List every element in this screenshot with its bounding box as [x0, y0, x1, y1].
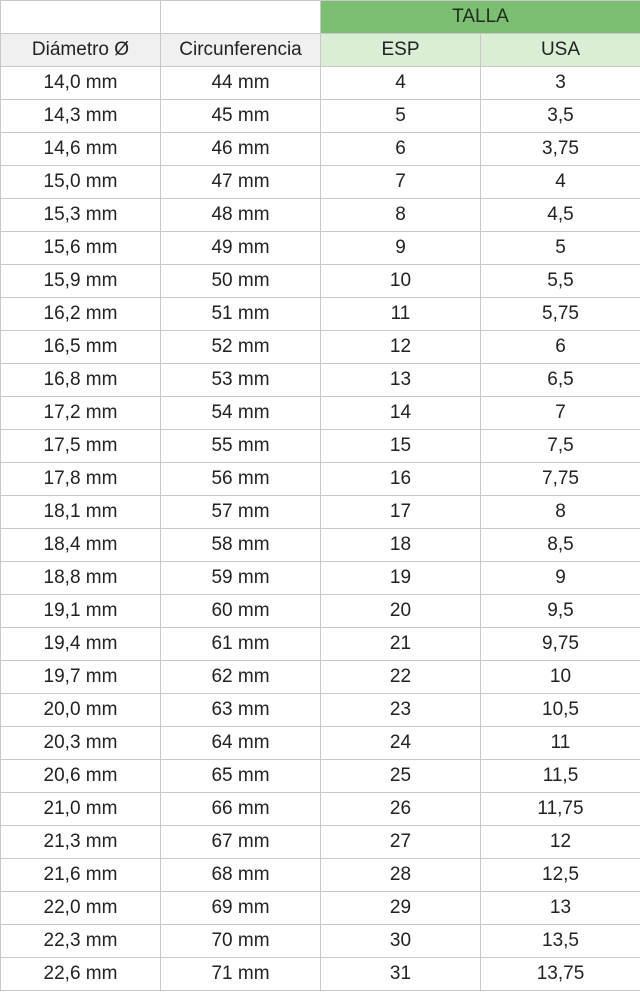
- cell-circumference: 69 mm: [161, 892, 321, 925]
- cell-size-esp: 27: [321, 826, 481, 859]
- cell-diameter: 14,6 mm: [1, 133, 161, 166]
- cell-size-esp: 15: [321, 430, 481, 463]
- cell-circumference: 44 mm: [161, 67, 321, 100]
- cell-size-usa: 5: [481, 232, 640, 265]
- table-row: [1, 364, 640, 397]
- cell-circumference: 56 mm: [161, 463, 321, 496]
- cell-diameter: 14,0 mm: [1, 67, 161, 100]
- cell-size-esp: 19: [321, 562, 481, 595]
- cell-size-esp: 28: [321, 859, 481, 892]
- cell-size-usa: 12,5: [481, 859, 640, 892]
- group-header-row: [1, 1, 640, 34]
- cell-circumference: 67 mm: [161, 826, 321, 859]
- empty-header-cell: [1, 1, 161, 34]
- cell-size-esp: 30: [321, 925, 481, 958]
- cell-size-esp: 18: [321, 529, 481, 562]
- column-header-usa: USA: [481, 34, 640, 67]
- cell-circumference: 71 mm: [161, 958, 321, 991]
- cell-size-esp: 4: [321, 67, 481, 100]
- cell-size-usa: 4,5: [481, 199, 640, 232]
- cell-diameter: 20,6 mm: [1, 760, 161, 793]
- cell-diameter: 21,0 mm: [1, 793, 161, 826]
- cell-size-usa: 11: [481, 727, 640, 760]
- cell-diameter: 16,2 mm: [1, 298, 161, 331]
- cell-circumference: 47 mm: [161, 166, 321, 199]
- cell-size-usa: 11,5: [481, 760, 640, 793]
- table-row: [1, 166, 640, 199]
- cell-size-usa: 5,5: [481, 265, 640, 298]
- cell-circumference: 51 mm: [161, 298, 321, 331]
- cell-diameter: 17,5 mm: [1, 430, 161, 463]
- table-row: [1, 430, 640, 463]
- cell-size-esp: 31: [321, 958, 481, 991]
- cell-size-usa: 9: [481, 562, 640, 595]
- cell-diameter: 18,8 mm: [1, 562, 161, 595]
- cell-size-esp: 16: [321, 463, 481, 496]
- cell-size-usa: 13,5: [481, 925, 640, 958]
- cell-circumference: 48 mm: [161, 199, 321, 232]
- cell-diameter: 21,3 mm: [1, 826, 161, 859]
- cell-circumference: 55 mm: [161, 430, 321, 463]
- cell-circumference: 59 mm: [161, 562, 321, 595]
- table-row: [1, 892, 640, 925]
- column-header-diameter: Diámetro Ø: [1, 34, 161, 67]
- cell-circumference: 49 mm: [161, 232, 321, 265]
- cell-diameter: 19,4 mm: [1, 628, 161, 661]
- cell-size-usa: 10,5: [481, 694, 640, 727]
- table-row: [1, 628, 640, 661]
- cell-size-esp: 10: [321, 265, 481, 298]
- table-row: [1, 133, 640, 166]
- cell-circumference: 66 mm: [161, 793, 321, 826]
- cell-size-usa: 12: [481, 826, 640, 859]
- cell-size-usa: 4: [481, 166, 640, 199]
- cell-size-usa: 6,5: [481, 364, 640, 397]
- cell-size-esp: 6: [321, 133, 481, 166]
- cell-diameter: 15,6 mm: [1, 232, 161, 265]
- cell-size-usa: 9,75: [481, 628, 640, 661]
- cell-diameter: 19,1 mm: [1, 595, 161, 628]
- table-row: [1, 859, 640, 892]
- empty-header-cell: [161, 1, 321, 34]
- cell-diameter: 15,3 mm: [1, 199, 161, 232]
- table-row: [1, 496, 640, 529]
- cell-size-usa: 8,5: [481, 529, 640, 562]
- cell-size-esp: 9: [321, 232, 481, 265]
- column-header-circumference: Circunferencia: [161, 34, 321, 67]
- cell-circumference: 52 mm: [161, 331, 321, 364]
- cell-circumference: 63 mm: [161, 694, 321, 727]
- cell-circumference: 53 mm: [161, 364, 321, 397]
- table-row: [1, 958, 640, 991]
- cell-size-esp: 24: [321, 727, 481, 760]
- cell-diameter: 22,6 mm: [1, 958, 161, 991]
- cell-diameter: 16,5 mm: [1, 331, 161, 364]
- cell-size-usa: 7: [481, 397, 640, 430]
- cell-size-esp: 13: [321, 364, 481, 397]
- table-body: [1, 67, 640, 991]
- cell-size-esp: 5: [321, 100, 481, 133]
- cell-size-usa: 3,5: [481, 100, 640, 133]
- cell-size-usa: 9,5: [481, 595, 640, 628]
- table-row: [1, 298, 640, 331]
- table-row: [1, 331, 640, 364]
- cell-size-usa: 5,75: [481, 298, 640, 331]
- size-group-header: TALLA: [321, 1, 640, 34]
- cell-size-usa: 8: [481, 496, 640, 529]
- cell-size-esp: 23: [321, 694, 481, 727]
- cell-diameter: 17,8 mm: [1, 463, 161, 496]
- cell-size-usa: 11,75: [481, 793, 640, 826]
- cell-circumference: 68 mm: [161, 859, 321, 892]
- cell-diameter: 17,2 mm: [1, 397, 161, 430]
- column-header-row: [1, 34, 640, 67]
- table-row: [1, 529, 640, 562]
- table-row: [1, 100, 640, 133]
- table-row: [1, 694, 640, 727]
- cell-size-esp: 8: [321, 199, 481, 232]
- cell-circumference: 50 mm: [161, 265, 321, 298]
- cell-size-usa: 13,75: [481, 958, 640, 991]
- table-row: [1, 793, 640, 826]
- cell-diameter: 22,0 mm: [1, 892, 161, 925]
- cell-size-esp: 12: [321, 331, 481, 364]
- cell-size-usa: 13: [481, 892, 640, 925]
- cell-circumference: 46 mm: [161, 133, 321, 166]
- cell-size-esp: 14: [321, 397, 481, 430]
- cell-diameter: 15,0 mm: [1, 166, 161, 199]
- cell-size-esp: 29: [321, 892, 481, 925]
- cell-diameter: 18,1 mm: [1, 496, 161, 529]
- table-row: [1, 562, 640, 595]
- table-row: [1, 265, 640, 298]
- table-row: [1, 661, 640, 694]
- cell-diameter: 15,9 mm: [1, 265, 161, 298]
- cell-size-usa: 3: [481, 67, 640, 100]
- cell-diameter: 14,3 mm: [1, 100, 161, 133]
- table-row: [1, 826, 640, 859]
- cell-size-esp: 20: [321, 595, 481, 628]
- cell-diameter: 20,0 mm: [1, 694, 161, 727]
- cell-size-usa: 10: [481, 661, 640, 694]
- cell-size-esp: 25: [321, 760, 481, 793]
- table-row: [1, 397, 640, 430]
- cell-diameter: 18,4 mm: [1, 529, 161, 562]
- cell-size-usa: 6: [481, 331, 640, 364]
- cell-size-esp: 11: [321, 298, 481, 331]
- cell-diameter: 20,3 mm: [1, 727, 161, 760]
- cell-circumference: 60 mm: [161, 595, 321, 628]
- cell-size-usa: 3,75: [481, 133, 640, 166]
- cell-size-usa: 7,75: [481, 463, 640, 496]
- cell-size-esp: 17: [321, 496, 481, 529]
- cell-diameter: 21,6 mm: [1, 859, 161, 892]
- table-row: [1, 925, 640, 958]
- cell-circumference: 64 mm: [161, 727, 321, 760]
- cell-circumference: 62 mm: [161, 661, 321, 694]
- table-row: [1, 760, 640, 793]
- cell-circumference: 58 mm: [161, 529, 321, 562]
- cell-circumference: 70 mm: [161, 925, 321, 958]
- table-row: [1, 67, 640, 100]
- cell-size-esp: 21: [321, 628, 481, 661]
- cell-size-esp: 26: [321, 793, 481, 826]
- cell-size-esp: 7: [321, 166, 481, 199]
- table-row: [1, 199, 640, 232]
- table-row: [1, 595, 640, 628]
- table-row: [1, 727, 640, 760]
- cell-circumference: 65 mm: [161, 760, 321, 793]
- table-row: [1, 232, 640, 265]
- cell-circumference: 61 mm: [161, 628, 321, 661]
- column-header-esp: ESP: [321, 34, 481, 67]
- table-row: [1, 463, 640, 496]
- cell-circumference: 45 mm: [161, 100, 321, 133]
- cell-size-usa: 7,5: [481, 430, 640, 463]
- cell-diameter: 16,8 mm: [1, 364, 161, 397]
- cell-circumference: 57 mm: [161, 496, 321, 529]
- cell-diameter: 19,7 mm: [1, 661, 161, 694]
- cell-diameter: 22,3 mm: [1, 925, 161, 958]
- cell-size-esp: 22: [321, 661, 481, 694]
- cell-circumference: 54 mm: [161, 397, 321, 430]
